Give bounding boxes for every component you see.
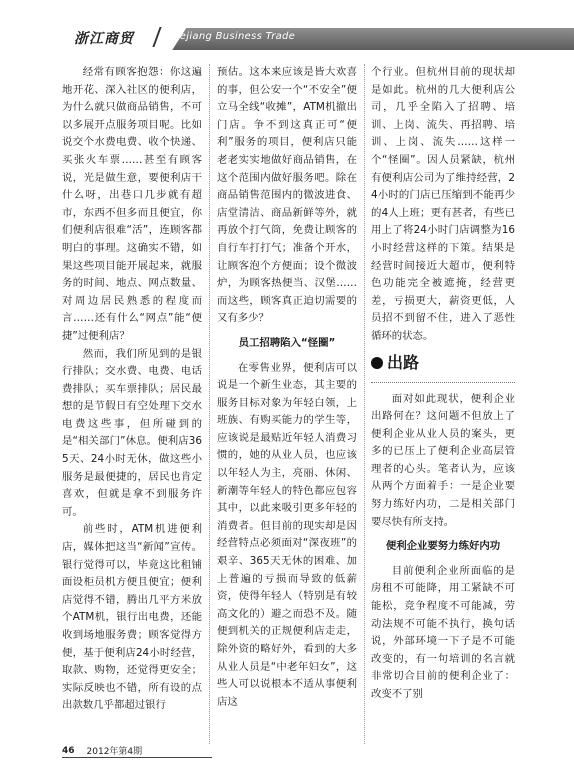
paragraph: 个行业。但杭州目前的现状却是如此。杭州的几大便利店公司，几乎全陷入了招聘、培训、上岗、流失、再招聘、培训、上岗、流失……这样一个“怪圈”。因人员紧缺，杭州有便利店公司为了维持经营，24小时的门店已压缩到不能再少的4人上班；更有甚者，有些已用上了将24小时门店调整为16小时经营这样的下策。结果是经营时间接近大超市，便利特色功能完全被遮掩，经营更差，亏损更大，薪资更低，人员招不到留不住，进入了恶性循环的状态。: [371, 66, 515, 342]
article-column-3: [371, 64, 515, 704]
subsection-heading: 员工招聘陷入“怪圈”: [238, 336, 336, 349]
paragraph: 然而，我们所见到的是银行排队；交水费、电费、电话费排队；买车票排队；居民最想的是节假日有空处理下交水电费这些事，但所碰到的是“相关部门”休息。便利店365天、24小时无休，做这些小服务是最便捷的，居民也肯定喜欢，但就是拿不到服务许可。: [62, 347, 202, 518]
paragraph: 在零售业界，便利店可以说是一个新生业态，其主要的服务目标对象为年轻白领，上班族、有购买能力的学生等，应该说是最贴近年轻人消费习惯的，她的从业人员，也应该以年轻人为主，亮丽、休闲、新潮等年轻人的特色都应包容其中，以此来吸引更多年轻的消费者。但目前的现实却是因经营特点必须面对“深夜班”的艰辛、365天无休的困难、加上普遍的亏损而导致的低薪资，使得年轻人（特别是有较高文化的）避之而恐不及。随便到机关的正规便利店走走，除外资的略好外，看到的大多从业人员是“中老年妇女”，这些人可以说根本不适从事便利店这: [217, 361, 357, 708]
section-heading-text: 出路: [387, 352, 420, 372]
magazine-title-cn: 浙江商贸: [74, 31, 134, 47]
bullet-dot-icon: [371, 357, 383, 369]
paragraph: 预估。这本来应该是皆大欢喜的事，但公安一个“不安全”便立马全线“收摊”，ATM机撤出门店。争不到这真正可“便利”服务的项目，便利店只能老老实实地做好商品销售，在这个范围内做好服务吧。除在商品销售范围内的微波进食、店堂清洁、商品新鲜等外，就再放个打气筒，免费让顾客的自行车打打气；准备个开水，让顾客泡个方便面；设个微波炉，为顾客热便当、汉堡……而这些，顾客真正迫切需要的又有多少？: [217, 66, 357, 325]
column-divider: [209, 64, 210, 744]
subsection-heading: 便利企业要努力练好内功: [385, 540, 501, 553]
paragraph: 前些时，ATM机进便利店，媒体把这当“新闻”宣传。银行觉得可以，毕竟这比租铺面设柜员机方便且便宜；便利店觉得不错，腾出几平方米放个ATM机，银行出电费，还能收到场地服务费；顾客觉得方便，基于便利店24小时经营，取款、购物，还觉得更安全；实际反映也不错，所有设的点出款数几乎都超过银行: [62, 523, 202, 712]
section-heading: [371, 352, 515, 374]
paragraph: 经常有顾客抱怨：你这遍地开花、深入社区的便利店，为什么就只做商品销售，不可以多展开点服务项目呢。比如说交个水费电费、收个快递、买张火车票……甚至有顾客说，光是做生意，要便利店干什么呀，出巷口几步就有超市，东西不但多而且便宜，你们便利店很难“活”，连顾客都明白的事理。这确实不错，如果这些项目能开展起来，就服务的时间、地点、网点数量、对周边居民熟悉的程度而言……还有什么“网点”能“便捷”过便利店？: [62, 66, 202, 342]
page-footer: [62, 744, 142, 757]
magazine-title-en: Zhejiang Business Trade: [166, 31, 296, 42]
page-number: 46: [62, 745, 75, 756]
issue-label: 2012年第4期: [86, 747, 143, 757]
paragraph: 目前便利企业所面临的是房租不可能降，用工紧缺不可能松，竞争程度不可能减，劳动法规不可能不执行，换句话说，外部环境一下子是不可能改变的，有一句培训的名言就非常切合目前的便利企业了：改变不了别: [371, 564, 515, 700]
section-rule: [371, 382, 515, 383]
article-column-2: [217, 64, 357, 711]
paragraph: 面对如此现状，便利企业出路何在？这问题不但放上了便利企业从业人员的案头，更多的已压上了便利企业高层管理者的心头。笔者认为，应该从两个方面着手：一是企业要努力练好内功，二是相关部门要尽快有所支持。: [371, 392, 515, 528]
article-column-1: [62, 64, 202, 715]
column-divider: [364, 64, 365, 744]
footer-rule: [62, 757, 212, 758]
